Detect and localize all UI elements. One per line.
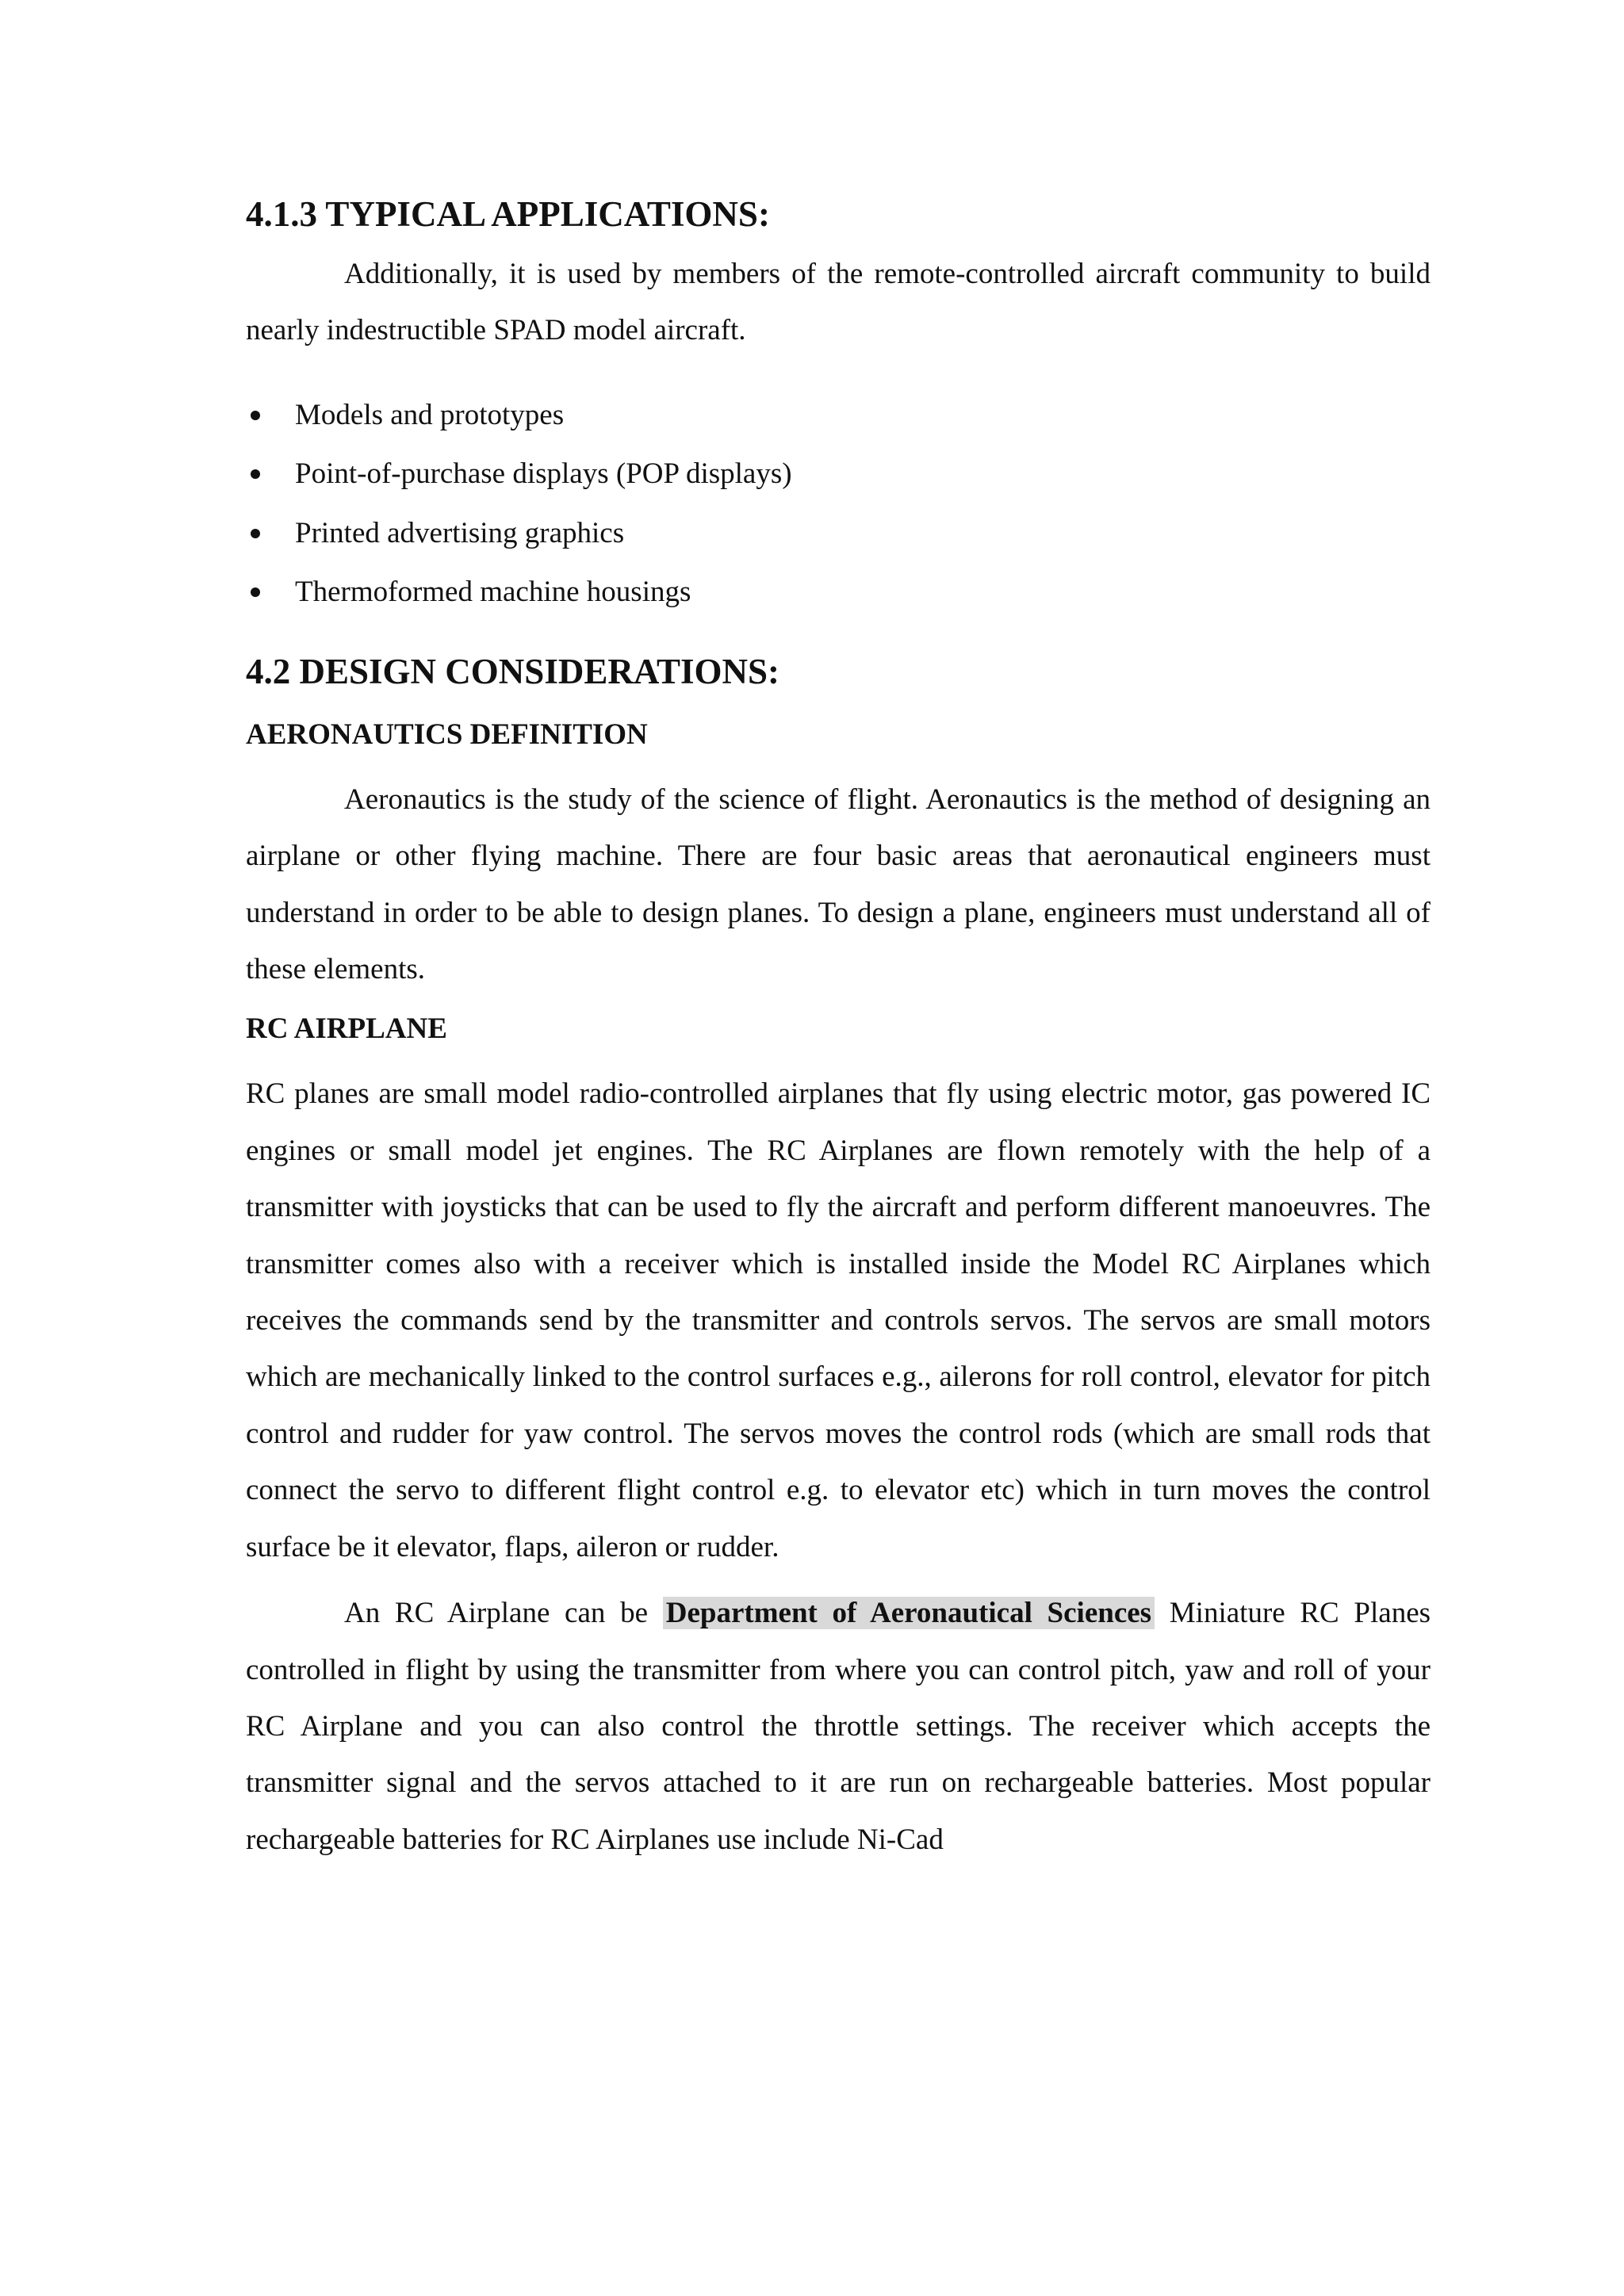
list-item-text: Point-of-purchase displays (POP displays) [295, 457, 792, 491]
rc-airplane-paragraph: RC planes are small model radio-controlled airplanes that fly using electric motor, gas powered IC engines or small model jet engines. The RC Airplanes are flown remotely with the help of a transmitter with joysticks that can be used to fly the aircraft and perform different manoeuvres. The transmitter comes also with a receiver which is installed inside the Model RC Airplanes which receives the commands send by the transmitter and controls servos. The servos are small motors which are mechanically linked to the control surfaces e.g., ailerons for roll control, elevator for pitch control and rudder for yaw control. The servos moves the control rods (which are small rods that connect the servo to different flight control e.g. to elevator etc) which in turn moves the control surface be it elevator, flaps, aileron or rudder. [246, 1077, 1431, 1563]
highlighted-text: Department of Aeronautical Sciences [663, 1597, 1155, 1629]
paragraph-text: An RC Airplane can be [344, 1597, 649, 1630]
rc-airplane-paragraph-2 [246, 1585, 1431, 1868]
list-item-text: Thermoformed machine housings [295, 576, 691, 609]
document-page [246, 190, 1431, 1868]
subheading-rc-airplane: RC AIRPLANE [246, 1012, 447, 1046]
list-item [246, 386, 1431, 446]
list-item [246, 504, 1431, 564]
bullet-icon [251, 411, 260, 420]
section-heading-typical-applications: 4.1.3 TYPICAL APPLICATIONS: [246, 194, 770, 234]
list-item-text: Printed advertising graphics [295, 516, 625, 549]
list-item [246, 445, 1431, 504]
typical-applications-intro: Additionally, it is used by members of the remote-controlled aircraft community to build nearly indestructible SPAD model aircraft. [246, 258, 1431, 347]
section-heading-design-considerations: 4.2 DESIGN CONSIDERATIONS: [246, 651, 780, 691]
bullet-icon [251, 529, 260, 538]
bullet-icon [251, 469, 260, 479]
bullet-icon [251, 587, 260, 597]
subheading-aeronautics-definition: AERONAUTICS DEFINITION [246, 718, 648, 751]
list-item-text: Models and prototypes [295, 398, 565, 431]
applications-list [246, 386, 1431, 622]
aeronautics-paragraph: Aeronautics is the study of the science of flight. Aeronautics is the method of designing an airplane or other flying machine. There are four basic areas that aeronautical engineers must understand in order to be able to design planes. To design a plane, engineers must understand all of these elements. [246, 783, 1431, 986]
paragraph-text: Miniature RC Planes controlled in flight by using the transmitter from where you can control pitch, yaw and roll of your RC Airplane and you can also control the throttle settings. The receiver which accepts the transmitter signal and the servos attached to it are run on rechargeable batteries. Most popular rechargeable batteries for RC Airplanes use include Ni-Cad [246, 1597, 1431, 1856]
list-item [246, 563, 1431, 622]
